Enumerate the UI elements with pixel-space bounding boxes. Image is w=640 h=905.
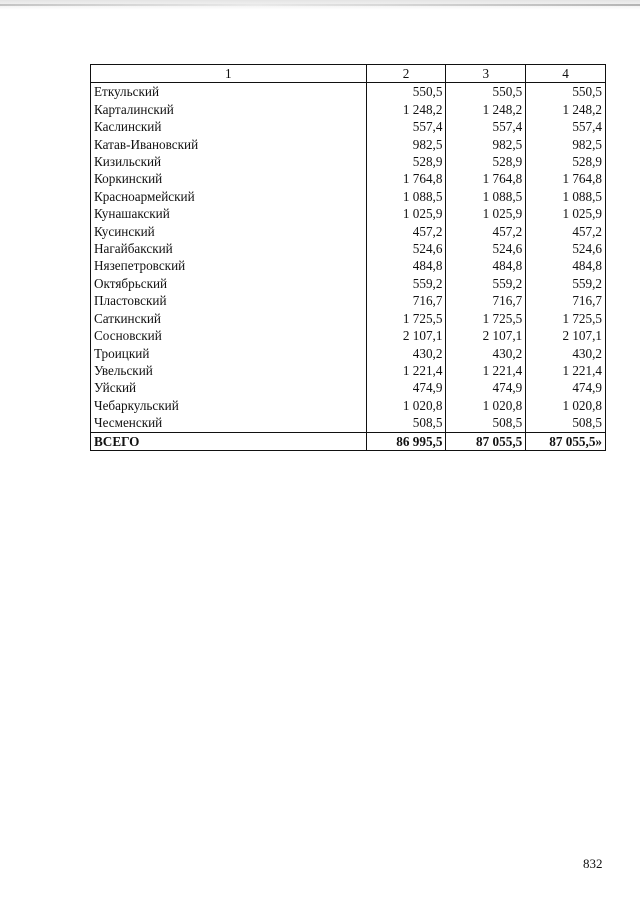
column-2-value: 528,9 <box>366 153 446 170</box>
district-name-cell: Саткинский <box>91 310 367 327</box>
column-4-value: 1 088,5 <box>526 188 606 205</box>
column-4-value: 528,9 <box>526 153 606 170</box>
column-3-value: 1 248,2 <box>446 101 526 118</box>
district-name-cell: Уйский <box>91 379 367 396</box>
district-name-cell: Кизильский <box>91 153 367 170</box>
table-row <box>91 292 606 309</box>
budget-table <box>90 64 606 451</box>
district-name-cell: Нагайбакский <box>91 240 367 257</box>
total-column-2: 86 995,5 <box>366 432 446 450</box>
table-row <box>91 362 606 379</box>
column-3-value: 716,7 <box>446 292 526 309</box>
district-name-cell: Чебаркульский <box>91 397 367 414</box>
column-2-value: 716,7 <box>366 292 446 309</box>
column-2-value: 2 107,1 <box>366 327 446 344</box>
column-2-value: 1 020,8 <box>366 397 446 414</box>
table-row <box>91 188 606 205</box>
column-3-value: 557,4 <box>446 118 526 135</box>
table-row <box>91 153 606 170</box>
column-4-value: 524,6 <box>526 240 606 257</box>
column-3-value: 484,8 <box>446 257 526 274</box>
column-4-value: 1 725,5 <box>526 310 606 327</box>
column-4-value: 474,9 <box>526 379 606 396</box>
district-name-cell: Чесменский <box>91 414 367 432</box>
district-name-cell: Пластовский <box>91 292 367 309</box>
column-header-3: 3 <box>446 65 526 83</box>
column-4-value: 484,8 <box>526 257 606 274</box>
column-4-value: 1 248,2 <box>526 101 606 118</box>
column-2-value: 1 025,9 <box>366 205 446 222</box>
district-name-cell: Нязепетровский <box>91 257 367 274</box>
district-name-cell: Троицкий <box>91 345 367 362</box>
column-2-value: 1 088,5 <box>366 188 446 205</box>
column-4-value: 982,5 <box>526 136 606 153</box>
table-row <box>91 257 606 274</box>
column-3-value: 550,5 <box>446 83 526 101</box>
table-row <box>91 310 606 327</box>
column-4-value: 2 107,1 <box>526 327 606 344</box>
column-4-value: 557,4 <box>526 118 606 135</box>
column-3-value: 559,2 <box>446 275 526 292</box>
table-row <box>91 170 606 187</box>
column-3-value: 524,6 <box>446 240 526 257</box>
table-body <box>91 65 606 451</box>
page-number: 832 <box>583 856 603 871</box>
column-number-row <box>91 65 606 83</box>
column-header-2: 2 <box>366 65 446 83</box>
column-3-value: 982,5 <box>446 136 526 153</box>
table-row <box>91 397 606 414</box>
district-name-cell: Кунашакский <box>91 205 367 222</box>
table-row <box>91 379 606 396</box>
column-3-value: 1 725,5 <box>446 310 526 327</box>
column-2-value: 1 248,2 <box>366 101 446 118</box>
table-row <box>91 240 606 257</box>
total-row <box>91 432 606 450</box>
column-3-value: 1 025,9 <box>446 205 526 222</box>
district-name-cell: Каслинский <box>91 118 367 135</box>
column-header-4: 4 <box>526 65 606 83</box>
table-row <box>91 345 606 362</box>
column-3-value: 430,2 <box>446 345 526 362</box>
column-4-value: 1 221,4 <box>526 362 606 379</box>
district-name-cell: Карталинский <box>91 101 367 118</box>
column-3-value: 1 221,4 <box>446 362 526 379</box>
scan-edge-line <box>0 4 640 6</box>
column-2-value: 484,8 <box>366 257 446 274</box>
table-row <box>91 275 606 292</box>
column-2-value: 430,2 <box>366 345 446 362</box>
column-2-value: 474,9 <box>366 379 446 396</box>
table-row <box>91 223 606 240</box>
table-row <box>91 205 606 222</box>
total-column-4: 87 055,5» <box>526 432 606 450</box>
column-3-value: 474,9 <box>446 379 526 396</box>
column-4-value: 1 020,8 <box>526 397 606 414</box>
column-3-value: 1 088,5 <box>446 188 526 205</box>
column-2-value: 982,5 <box>366 136 446 153</box>
column-2-value: 1 764,8 <box>366 170 446 187</box>
column-2-value: 559,2 <box>366 275 446 292</box>
column-3-value: 528,9 <box>446 153 526 170</box>
column-2-value: 524,6 <box>366 240 446 257</box>
column-4-value: 550,5 <box>526 83 606 101</box>
column-4-value: 457,2 <box>526 223 606 240</box>
column-4-value: 1 764,8 <box>526 170 606 187</box>
table-row <box>91 118 606 135</box>
column-3-value: 457,2 <box>446 223 526 240</box>
column-2-value: 550,5 <box>366 83 446 101</box>
district-name-cell: Сосновский <box>91 327 367 344</box>
column-3-value: 1 020,8 <box>446 397 526 414</box>
column-3-value: 508,5 <box>446 414 526 432</box>
column-2-value: 557,4 <box>366 118 446 135</box>
district-name-cell: Катав-Ивановский <box>91 136 367 153</box>
district-name-cell: Коркинский <box>91 170 367 187</box>
district-name-cell: Увельский <box>91 362 367 379</box>
column-2-value: 1 221,4 <box>366 362 446 379</box>
district-name-cell: Октябрьский <box>91 275 367 292</box>
column-4-value: 716,7 <box>526 292 606 309</box>
column-4-value: 430,2 <box>526 345 606 362</box>
column-2-value: 1 725,5 <box>366 310 446 327</box>
table-row <box>91 327 606 344</box>
district-name-cell: Еткульский <box>91 83 367 101</box>
column-4-value: 559,2 <box>526 275 606 292</box>
district-name-cell: Кусинский <box>91 223 367 240</box>
district-name-cell: Красноармейский <box>91 188 367 205</box>
total-column-3: 87 055,5 <box>446 432 526 450</box>
column-4-value: 1 025,9 <box>526 205 606 222</box>
table-row <box>91 83 606 101</box>
column-4-value: 508,5 <box>526 414 606 432</box>
column-3-value: 1 764,8 <box>446 170 526 187</box>
table-row <box>91 101 606 118</box>
column-3-value: 2 107,1 <box>446 327 526 344</box>
column-2-value: 457,2 <box>366 223 446 240</box>
table-row <box>91 414 606 432</box>
total-label: ВСЕГО <box>91 432 367 450</box>
table-row <box>91 136 606 153</box>
column-header-1: 1 <box>91 65 367 83</box>
column-2-value: 508,5 <box>366 414 446 432</box>
